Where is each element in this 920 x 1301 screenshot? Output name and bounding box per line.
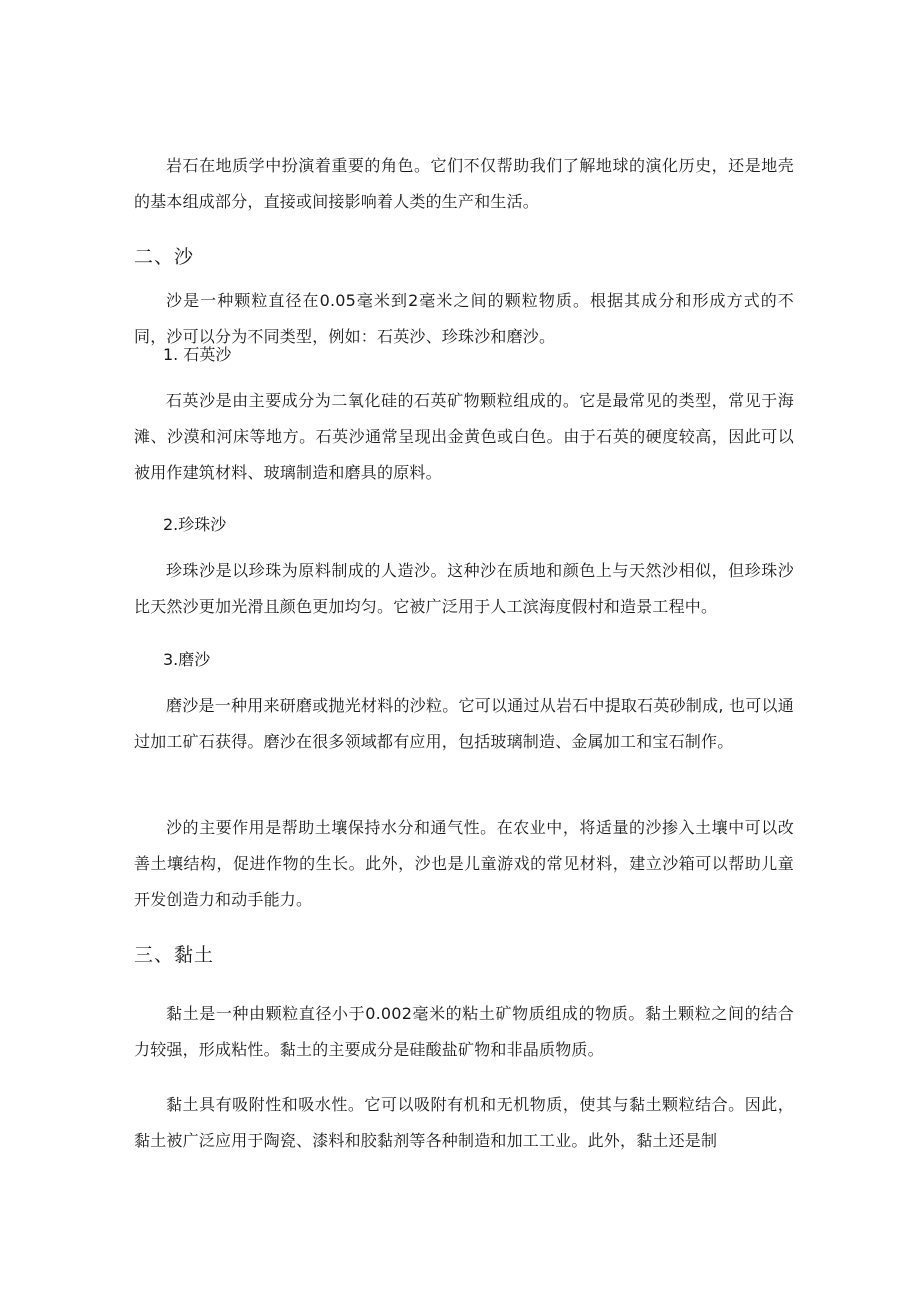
- sand-intro-paragraph: 沙是一种颗粒直径在0.05毫米到2毫米之间的颗粒物质。根据其成分和形成方式的不同，沙可以分为不同类型，例如：石英沙、珍珠沙和磨沙。: [134, 291, 794, 346]
- subheading-abrasive-sand: 3.磨沙: [163, 650, 211, 669]
- pearl-sand-paragraph: 珍珠沙是以珍珠为原料制成的人造沙。这种沙在质地和颜色上与天然沙相似，但珍珠沙比天然沙更加光滑且颜色更加均匀。它被广泛用于人工滨海度假村和造景工程中。: [134, 561, 794, 616]
- clay-paragraph-1: 黏土是一种由颗粒直径小于0.002毫米的粘土矿物质组成的物质。黏土颗粒之间的结合力较强，形成粘性。黏土的主要成分是硅酸盐矿物和非晶质物质。: [134, 1004, 794, 1059]
- section-heading-clay: 三、黏土: [134, 944, 215, 966]
- abrasive-sand-paragraph: 磨沙是一种用来研磨或抛光材料的沙粒。它可以通过从岩石中提取石英砂制成, 也可以通过加工矿石获得。磨沙在很多领域都有应用，包括玻璃制造、金属加工和宝石制作。: [134, 696, 794, 751]
- quartz-sand-paragraph: 石英沙是由主要成分为二氧化硅的石英矿物颗粒组成的。它是最常见的类型，常见于海滩、沙漠和河床等地方。石英沙通常呈现出金黄色或白色。由于石英的硬度较高，因此可以被用作建筑材料、玻璃制造和磨具的原料。: [134, 391, 794, 482]
- clay-paragraph-2: 黏土具有吸附性和吸水性。它可以吸附有机和无机物质，使其与黏土颗粒结合。因此，黏土被广泛应用于陶瓷、漆料和胶黏剂等各种制造和加工工业。此外，黏土还是制: [134, 1095, 794, 1150]
- subheading-pearl-sand: 2.珍珠沙: [163, 515, 227, 534]
- sand-function-paragraph: 沙的主要作用是帮助土壤保持水分和通气性。在农业中，将适量的沙掺入土壤中可以改善土壤结构，促进作物的生长。此外，沙也是儿童游戏的常见材料，建立沙箱可以帮助儿童开发创造力和动手能力。: [134, 818, 794, 909]
- intro-paragraph: 岩石在地质学中扮演着重要的角色。它们不仅帮助我们了解地球的演化历史，还是地壳的基本组成部分，直接或间接影响着人类的生产和生活。: [134, 156, 794, 211]
- subheading-quartz-sand: 1. 石英沙: [163, 345, 232, 364]
- section-heading-sand: 二、沙: [134, 246, 195, 268]
